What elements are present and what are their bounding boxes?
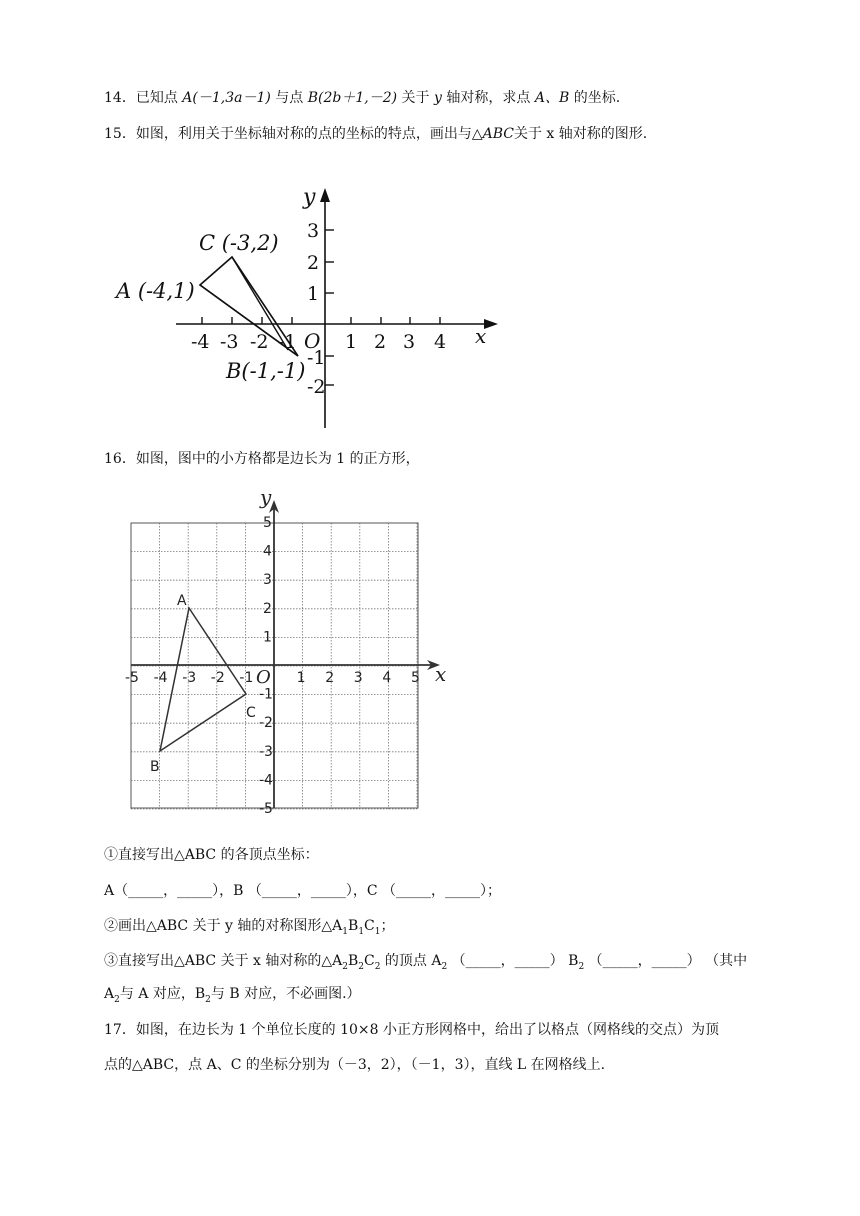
fig15-label-a: A (-4,1) (116, 279, 195, 303)
fig16-label-y: y (260, 488, 272, 509)
q16-p2-sub: 1 (342, 926, 349, 937)
q16-part-1-coords: A（_____，_____），B （_____，_____），C （_____，_____）； (104, 883, 502, 899)
q14-axis-y: y (434, 90, 442, 106)
q14-point-a: A(－1,3a－1) (182, 90, 271, 106)
q16-p2-text: ②画出△ABC 关于 y 轴的对称图形△A (104, 918, 343, 934)
q15-text-2: 关于 x 轴对称的图形. (513, 126, 648, 142)
q17-line-2: 点的△ABC，点 A、C 的坐标分别为（－3，2），（－1，3），直线 L 在网格线上. (104, 1057, 606, 1073)
q16-p3-sub: 2 (205, 994, 211, 1005)
fig15-label-c: C (-3,2) (199, 231, 279, 255)
fig16-y-tick: -2 (259, 715, 273, 732)
fig16-label-a: A (177, 593, 187, 609)
fig15-label-b: B(-1,-1) (226, 359, 306, 383)
q16-p3-text: （_____，_____） B (447, 953, 579, 969)
fig16-x-tick: -4 (153, 670, 168, 686)
q14-text-4: 轴对称，求点 (441, 90, 535, 106)
fig15-y-arrow-icon (320, 188, 330, 202)
q16-p2-text: B (348, 918, 359, 934)
fig16-label-b: B (150, 759, 160, 775)
q16-part-3 (104, 951, 747, 977)
fig15-y-tick: -1 (307, 347, 326, 369)
fig16-x-tick: 5 (411, 670, 420, 686)
q14-number: 14． (104, 90, 136, 106)
q15-text-1: 如图，利用关于坐标轴对称的点的坐标的特点，画出与△ (135, 126, 483, 142)
q16-p3-text: 的顶点 A (380, 953, 442, 969)
fig16-y-tick: -3 (259, 743, 273, 760)
q16-p3-text: B (348, 953, 359, 969)
question-15 (104, 124, 647, 144)
fig16-label-x: x (435, 662, 447, 686)
q16-p3-text: A (104, 986, 115, 1002)
q16-p3-sub: 2 (441, 961, 448, 972)
figure-16-grid-plane (118, 488, 458, 818)
q14-text-3: 关于 (397, 90, 435, 106)
fig15-y-tick: 3 (307, 220, 320, 242)
q16-p2-sub: 1 (374, 926, 381, 937)
q14-text-5: 的坐标. (569, 90, 621, 106)
q14-text-1: 已知点 (135, 90, 183, 106)
q16-p3-sub: 2 (114, 994, 120, 1005)
q16-part-2 (104, 916, 395, 942)
fig16-x-tick: 2 (325, 670, 335, 686)
q16-p3-text: ③直接写出△ABC 关于 x 轴对称的△A (104, 953, 343, 969)
fig16-x-tick: -3 (182, 670, 197, 686)
q16-p3-text: C (364, 953, 375, 969)
fig15-x-tick: -4 (191, 331, 210, 353)
fig16-x-tick: -2 (210, 670, 225, 686)
question-14 (104, 88, 620, 108)
fig15-x-tick: 2 (374, 331, 387, 353)
fig16-x-tick: 4 (382, 670, 392, 686)
fig16-y-tick: 1 (263, 629, 272, 646)
q14-points-ab: A、B (534, 90, 570, 106)
figure-15-coordinate-plane (108, 180, 508, 430)
fig16-y-tick: -4 (259, 772, 273, 789)
fig16-x-tick: 3 (353, 670, 363, 686)
fig15-x-tick: -1 (278, 331, 297, 353)
fig15-x-tick: 3 (403, 331, 416, 353)
q15-number: 15． (104, 126, 136, 142)
q17-line-1: 17．如图，在边长为 1 个单位长度的 10×8 小正方形网格中，给出了以格点（网格线的交点）为顶 (104, 1022, 719, 1038)
fig16-x-tick: -5 (125, 670, 139, 686)
fig15-y-tick: 2 (307, 252, 320, 274)
fig16-triangle-abc (160, 608, 246, 751)
fig16-y-tick: 5 (263, 515, 272, 531)
fig15-label-x: x (475, 324, 487, 348)
fig15-x-tick: 1 (345, 331, 358, 353)
fig16-label-origin: O (256, 667, 271, 688)
fig15-y-tick: -2 (307, 376, 326, 398)
fig16-y-tick: 4 (263, 543, 272, 560)
q16-p2-sub: 1 (358, 926, 365, 937)
q16-p3-sub: 2 (342, 961, 348, 972)
fig16-y-tick: 2 (263, 600, 272, 617)
q16-p2-text: ； (380, 918, 395, 934)
q16-intro: 16．如图，图中的小方格都是边长为 1 的正方形， (104, 451, 420, 467)
q16-part-1: ①直接写出△ABC 的各顶点坐标： (104, 847, 319, 863)
q16-p3-sub: 2 (374, 961, 381, 972)
fig15-x-tick: -2 (250, 331, 269, 353)
q16-part-3-cont (104, 984, 361, 1010)
q14-point-b: B(2b＋1,－2) (307, 90, 398, 106)
q14-text-2: 与点 (270, 90, 308, 106)
q16-p3-text: 与 B 对应，不必画图.） (210, 986, 361, 1002)
q16-p2-text: C (364, 918, 375, 934)
q16-p3-text: （_____，_____） （其中 (584, 953, 748, 969)
q16-p3-sub: 2 (358, 961, 365, 972)
fig15-label-y: y (303, 185, 316, 210)
fig16-y-tick: -5 (259, 801, 273, 817)
fig16-x-tick: 1 (296, 670, 306, 686)
fig15-label-origin: O (304, 329, 321, 353)
q15-triangle-name: ABC (482, 126, 514, 142)
fig15-x-tick: -3 (220, 331, 239, 353)
fig15-x-tick: 4 (434, 331, 447, 353)
fig16-y-tick: -1 (259, 686, 273, 703)
fig16-label-c: C (246, 705, 256, 721)
fig16-y-tick: 3 (263, 572, 272, 589)
q16-p3-text: 与 A 对应，B (119, 986, 206, 1002)
q16-p3-sub: 2 (578, 961, 585, 972)
fig15-y-tick: 1 (307, 283, 320, 305)
fig16-x-tick: -1 (239, 670, 254, 686)
